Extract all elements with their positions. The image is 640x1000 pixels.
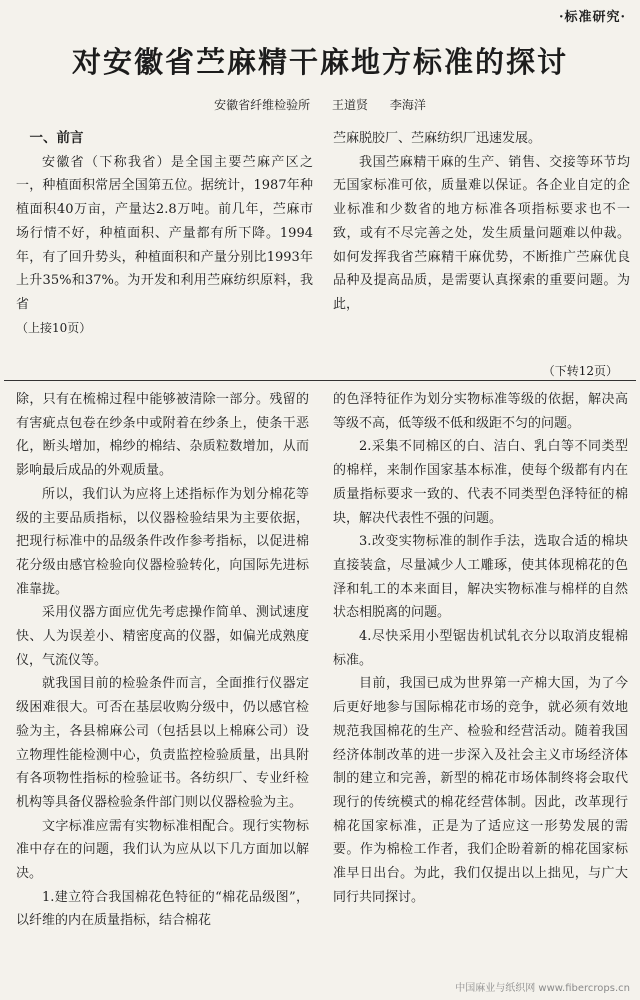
author-name: 王道贤 [331, 98, 368, 112]
continued-to-note: （下转12页） [542, 364, 618, 378]
author-name: 李海洋 [389, 98, 426, 112]
section-divider [4, 380, 636, 381]
paragraph: 所以，我们认为应将上述指标作为划分棉花等级的主要品质指标，以仪器检验结果为主要依据，把现行标准中的品级条件改作参考指标，以促进棉花分级由感官检验向仪器检验转化，向国际先进标准靠拢。 [16, 486, 309, 597]
paragraph: 除，只有在梳棉过程中能够被清除一部分。残留的有害疵点包卷在纱条中或附着在纱条上，使条干恶化，断头增加，棉纱的棉结、杂质粒数增加，从而影响最后成品的外观质量。 [16, 392, 309, 479]
bottom-right-column [333, 388, 628, 909]
top-right-column [333, 127, 630, 317]
continued-from-note: （上接10页） [16, 320, 92, 335]
paragraph: 目前，我国已成为世界第一产棉大国，为了今后更好地参与国际棉花市场的竞争，就必须有效地规范我国棉花的生产、检验和经营活动。随着我国经济体制改革的进一步深入及社会主义市场经济体制的建立和完善，新型的棉花市场体制终将会取代现行的传统模式的棉花经营体制。因此，改革现行棉花国家标准，正是为了适应这一形势发展的需要。作为棉检工作者，我们企盼着新的棉花国家标准早日出台。为此，我们仅提出以上拙见，与广大同行共同探讨。 [333, 676, 628, 905]
paragraph: 4.尽快采用小型锯齿机试轧衣分以取消皮辊棉标准。 [333, 629, 628, 668]
section-heading: 一、前言 [29, 130, 84, 146]
paragraph: 安徽省（下称我省）是全国主要苎麻产区之一，种植面积常居全国第五位。据统计，1987年种植面积40万亩，产量达2.8万吨。前几年，苎麻市场行情不好，种植面积、产量都有所下降。1994年，有了回升势头，种植面积和产量分别比1993年上升35%和37%。为开发和利用苎麻纺织原料，我省 [16, 154, 313, 312]
watermark: 中国麻业与纸织网 www.fibercrops.cn [455, 983, 630, 994]
author-affiliation: 安徽省纤维检验所 [214, 98, 311, 112]
paragraph: 采用仪器方面应优先考虑操作简单、测试速度快、人为误差小、精密度高的仪器，如偏光成熟度仪，气流仪等。 [16, 605, 309, 668]
paragraph: 就我国目前的检验条件而言，全面推行仪器定级困难很大。可否在基层收购分级中，仍以感官检验为主，各县棉麻公司（包括县以上棉麻公司）设立物理性能检测中心，负责监控检验质量，出具附有各项物性指标的检验证书。各纺织厂、专业纤检机构等具备仪器检验条件部门则以仪器检验为主。 [16, 676, 309, 810]
paragraph: 的色泽特征作为划分实物标准等级的依据，解决高等级不高，低等级不低和级距不匀的问题。 [333, 392, 628, 431]
paragraph: 文字标准应需有实物标准相配合。现行实物标准中存在的问题，我们认为应从以下几方面加以解决。 [16, 818, 309, 882]
paragraph: 3.改变实物标准的制作手法，选取合适的棉块直接装盒，尽量减少人工雕琢，使其体现棉花的色泽和轧工的本来面目，解决实物标准与棉样的自然状态相脱离的问题。 [333, 534, 628, 621]
paragraph: 我国苎麻精干麻的生产、销售、交接等环节均无国家标准可依，质量难以保证。各企业自定的企业标准和少数省的地方标准各项指标要求也不一致，或有不尽完善之处，发生质量问题难以仲裁。如何发挥我省苎麻精干麻优势，不断推广苎麻优良品种及提高品质，是需要认真探索的重要问题。为此， [333, 154, 630, 312]
paragraph: 苎麻脱胶厂、苎麻纺织厂迅速发展。 [333, 131, 542, 146]
paragraph: 2.采集不同棉区的白、洁白、乳白等不同类型的棉样，来制作国家基本标准，使每个级都有内在质量指标要求一致的、代表不同类型色泽特征的棉块，解决代表性不强的问题。 [333, 439, 628, 526]
author-line [0, 96, 640, 113]
top-left-column [16, 127, 313, 340]
section-tag: ·标准研究· [558, 10, 626, 25]
article-title: 对安徽省苎麻精干麻地方标准的探讨 [71, 45, 568, 79]
paragraph: 1.建立符合我国棉花色特征的“棉花品级图”，以纤维的内在质量指标，结合棉花 [16, 889, 309, 929]
bottom-left-column [16, 388, 309, 933]
